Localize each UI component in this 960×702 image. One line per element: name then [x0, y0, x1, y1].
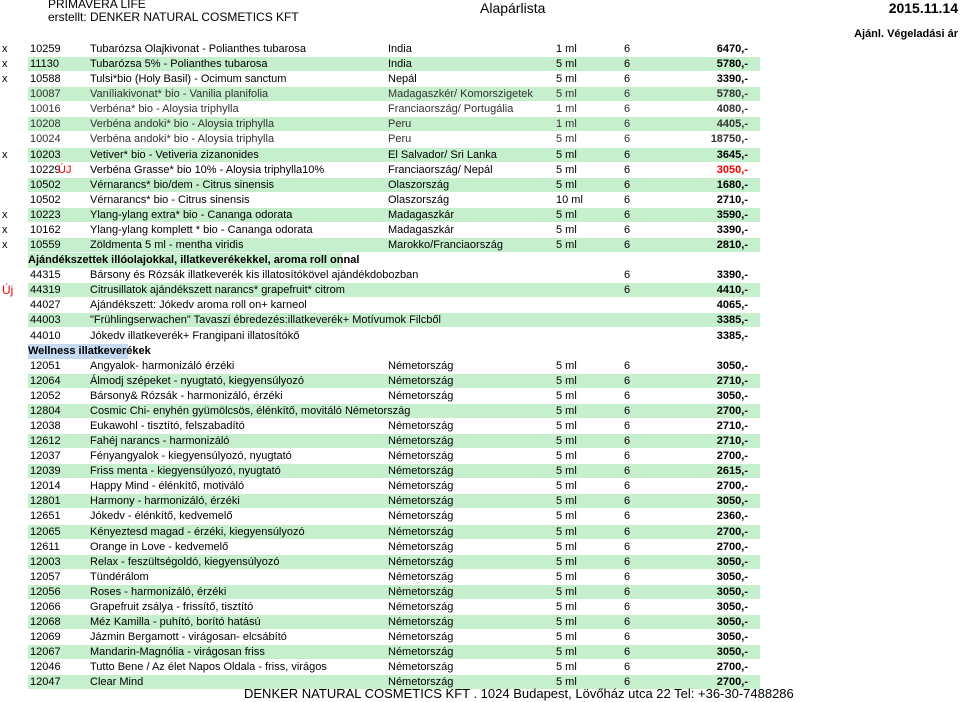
product-name: "Frühlingserwachen" Tavaszi ébredezés:illatkeverék+ Motívumok Filcből	[90, 314, 441, 327]
product-price: 3390,-	[716, 269, 748, 282]
product-price: 3050,-	[716, 616, 748, 629]
product-code: 44319	[30, 284, 61, 297]
product-price: 4065,-	[716, 299, 748, 312]
product-volume: 5 ml	[556, 465, 577, 478]
product-volume: 5 ml	[556, 223, 577, 236]
product-volume: 5 ml	[556, 540, 577, 553]
product-volume: 5 ml	[556, 178, 577, 191]
table-row	[0, 630, 960, 645]
pack-quantity: 6	[624, 359, 631, 372]
product-price: 3390,-	[716, 73, 748, 86]
product-name: Verbéna andoki* bio - Aloysia triphylla	[90, 133, 275, 146]
product-price: 5780,-	[716, 58, 748, 71]
product-origin: Németország	[388, 676, 454, 689]
product-code: 12047	[30, 676, 61, 689]
table-row	[0, 313, 960, 328]
product-code: 10588	[30, 73, 61, 86]
product-name: Friss menta - kiegyensúlyozó, nyugtató	[90, 465, 281, 478]
table-row	[0, 645, 960, 660]
product-origin: Németország	[388, 540, 454, 553]
pack-quantity: 6	[624, 435, 631, 448]
product-origin: Németország	[388, 646, 454, 659]
product-origin: Németország	[388, 495, 454, 508]
product-volume: 5 ml	[556, 389, 577, 402]
product-price: 2700,-	[716, 661, 748, 674]
table-row	[0, 208, 960, 223]
product-code: 10016	[30, 103, 61, 116]
product-price: 3590,-	[716, 208, 748, 221]
product-name: Jókedv illatkeverék+ Frangipani illatosítókő	[90, 329, 300, 342]
product-name: Verbéna Grasse* bio 10% - Aloysia triphylla10%	[90, 163, 325, 176]
product-volume: 5 ml	[556, 239, 577, 252]
product-volume: 5 ml	[556, 404, 577, 417]
product-name: Mandarin-Magnólia - virágosan friss	[90, 646, 265, 659]
table-row	[0, 42, 960, 57]
product-origin: Németország	[388, 450, 454, 463]
product-name: Ylang-ylang komplett * bio - Cananga odorata	[90, 223, 313, 236]
product-code: 12069	[30, 631, 61, 644]
pack-quantity: 6	[624, 495, 631, 508]
product-price: 5780,-	[716, 88, 748, 101]
product-price: 4080,-	[716, 103, 748, 116]
pack-quantity: 6	[624, 148, 631, 161]
product-price: 4405,-	[716, 118, 748, 131]
product-price: 3050,-	[716, 585, 748, 598]
product-volume: 1 ml	[556, 43, 577, 55]
product-price: 3050,-	[716, 600, 748, 613]
pack-quantity: 6	[624, 223, 631, 236]
product-origin: Németország	[388, 600, 454, 613]
table-row	[0, 72, 960, 87]
product-price: 2700,-	[716, 540, 748, 553]
table-row	[0, 163, 960, 178]
product-name: Clear Mind	[90, 676, 144, 689]
product-volume: 5 ml	[556, 646, 577, 659]
product-name: Zöldmenta 5 ml - mentha viridis	[90, 239, 244, 252]
product-price: 2700,-	[716, 450, 748, 463]
product-price: 3385,-	[716, 314, 748, 327]
footer-contact: DENKER NATURAL COSMETICS KFT . 1024 Budapest, Lövőház utca 22 Tel: +36-30-7488286	[244, 686, 794, 701]
product-price: 2710,-	[716, 374, 748, 387]
pack-quantity: 6	[624, 269, 631, 282]
table-row	[0, 238, 960, 253]
price-column-label: Ajánl. Végeladási ár	[854, 28, 958, 40]
product-code: 12804	[30, 404, 61, 417]
product-name: Tulsi*bio (Holy Basil) - Ocimum sanctum	[90, 73, 287, 86]
pack-quantity: 6	[624, 616, 631, 629]
product-price: 3050,-	[716, 570, 748, 583]
product-name: Álmodj szépeket - nyugtató, kiegyensúlyozó	[90, 374, 305, 387]
product-origin: El Salvador/ Sri Lanka	[388, 148, 497, 161]
product-price: 3390,-	[716, 223, 748, 236]
pack-quantity: 6	[624, 103, 631, 116]
product-origin: Németország	[388, 359, 454, 372]
table-row	[0, 494, 960, 509]
product-origin: Németország	[388, 585, 454, 598]
row-mark: x	[2, 148, 8, 161]
product-volume: 5 ml	[556, 420, 577, 432]
product-code: 10087	[30, 88, 61, 101]
product-code: 12612	[30, 435, 61, 448]
product-code: 10208	[30, 118, 61, 131]
product-volume: 5 ml	[556, 570, 577, 583]
product-code: 10259	[30, 43, 61, 55]
table-row	[0, 615, 960, 630]
product-name: Jázmin Bergamott - virágosan- elcsábító	[90, 631, 287, 644]
table-row	[0, 268, 960, 283]
product-code: 12067	[30, 646, 61, 659]
table-row	[0, 585, 960, 600]
product-price: 2710,-	[716, 420, 748, 432]
product-name: Eukawohl - tisztító, felszabadító	[90, 420, 245, 432]
product-origin: Németország	[388, 510, 454, 523]
section-title-gift-sets: Ajándékszettek illóolajokkal, illatkeverékekkel, aroma roll onnal	[28, 254, 360, 267]
product-volume: 5 ml	[556, 359, 577, 372]
product-name: Bársony és Rózsák illatkeverék kis illatosítókövel ajándékdobozban	[90, 269, 419, 282]
product-code: 44003	[30, 314, 61, 327]
pack-quantity: 6	[624, 540, 631, 553]
table-row	[0, 509, 960, 524]
product-name: Grapefruit zsálya - frissítő, tisztító	[90, 600, 254, 613]
product-price: 3050,-	[716, 555, 748, 568]
product-code: 10559	[30, 239, 61, 252]
product-code: 12003	[30, 555, 61, 568]
pack-quantity: 6	[624, 646, 631, 659]
product-price: 2810,-	[716, 239, 748, 252]
table-row	[0, 359, 960, 374]
product-code: 10024	[30, 133, 61, 146]
product-code: 12037	[30, 450, 61, 463]
row-mark: Új	[2, 283, 14, 298]
product-price: 3050,-	[716, 631, 748, 644]
product-origin: India	[388, 43, 412, 55]
product-name: Ajándékszett: Jókedv aroma roll on+ karneol	[90, 299, 307, 312]
product-price: 3645,-	[716, 148, 748, 161]
product-code: 12014	[30, 480, 61, 493]
product-origin: Peru	[388, 118, 412, 131]
product-price: 2710,-	[716, 435, 748, 448]
product-price: 6470,-	[716, 43, 748, 55]
table-row	[0, 600, 960, 615]
product-volume: 5 ml	[556, 148, 577, 161]
product-volume: 5 ml	[556, 676, 577, 689]
pack-quantity: 6	[624, 676, 631, 689]
table-row	[0, 389, 960, 404]
section-title-wellness: Wellness illatkeverékek	[28, 344, 151, 357]
product-origin: Nepál	[388, 73, 417, 86]
product-volume: 10 ml	[556, 193, 583, 206]
product-origin: Peru	[388, 133, 412, 146]
product-volume: 5 ml	[556, 374, 577, 387]
product-volume: 5 ml	[556, 208, 577, 221]
product-code: 12801	[30, 495, 61, 508]
product-code: 44027	[30, 299, 61, 312]
pack-quantity: 6	[624, 389, 631, 402]
product-price: 2360,-	[716, 510, 748, 523]
table-row	[0, 298, 960, 313]
product-price: 3050,-	[716, 646, 748, 659]
product-code: 10223	[30, 208, 61, 221]
pack-quantity: 6	[624, 374, 631, 387]
product-name: Bársony& Rózsák - harmonizáló, érzéki	[90, 389, 283, 402]
table-row	[0, 374, 960, 389]
product-volume: 5 ml	[556, 495, 577, 508]
product-origin: Olaszország	[388, 193, 450, 206]
product-volume: 5 ml	[556, 510, 577, 523]
product-origin: Németország	[388, 465, 454, 478]
product-volume: 5 ml	[556, 450, 577, 463]
product-price: 3050,-	[716, 163, 748, 176]
row-mark: x	[2, 73, 8, 86]
product-volume: 5 ml	[556, 631, 577, 644]
product-name: Roses - harmonizáló, érzéki	[90, 585, 227, 598]
row-mark: x	[2, 223, 8, 236]
brand-name: PRIMAVERA LIFE	[48, 0, 146, 11]
pack-quantity: 6	[624, 163, 631, 176]
product-origin: Németország	[388, 374, 454, 387]
pack-quantity: 6	[624, 58, 631, 71]
product-code: 12065	[30, 525, 61, 538]
table-row	[0, 223, 960, 238]
product-price: 2710,-	[716, 193, 748, 206]
pack-quantity: 6	[624, 404, 631, 417]
product-origin: India	[388, 58, 412, 71]
product-origin: Madagaszkár	[388, 223, 455, 236]
product-volume: 5 ml	[556, 585, 577, 598]
product-volume: 5 ml	[556, 73, 577, 86]
product-code: 12068	[30, 616, 61, 629]
pack-quantity: 6	[624, 118, 631, 131]
product-name: Relax - feszültségoldó, kiegyensúlyozó	[90, 555, 280, 568]
pack-quantity: 6	[624, 178, 631, 191]
product-origin: Németország	[388, 420, 454, 432]
product-code: 10203	[30, 148, 61, 161]
product-code: 12057	[30, 570, 61, 583]
product-volume: 1 ml	[556, 103, 577, 116]
product-volume: 5 ml	[556, 661, 577, 674]
table-row	[0, 132, 960, 147]
product-name: Verbéna andoki* bio - Aloysia triphylla	[90, 118, 275, 131]
product-origin: Németország	[388, 480, 454, 493]
product-code: 10502	[30, 193, 61, 206]
product-name: Tubarózsa Olajkivonat - Polianthes tubarosa	[90, 43, 307, 55]
product-origin: Marokko/Franciaország	[388, 239, 503, 252]
product-code: 12052	[30, 389, 61, 402]
table-row	[0, 87, 960, 102]
product-price: 3050,-	[716, 359, 748, 372]
product-name: Vaníliakivonat* bio - Vanilia planifolia	[90, 88, 269, 101]
pack-quantity: 6	[624, 570, 631, 583]
table-row	[0, 178, 960, 193]
table-row	[0, 479, 960, 494]
pack-quantity: 6	[624, 43, 631, 55]
product-name: Jókedv - élénkítő, kedvemelő	[90, 510, 233, 523]
product-volume: 5 ml	[556, 88, 577, 101]
product-name: Harmony - harmonizáló, érzéki	[90, 495, 240, 508]
product-name: Méz Kamilla - puhító, borító hatású	[90, 616, 261, 629]
product-price: 18750,-	[710, 133, 748, 146]
product-code: 12039	[30, 465, 61, 478]
product-price: 4410,-	[716, 284, 748, 297]
page-date: 2015.11.14	[888, 0, 958, 16]
pack-quantity: 6	[624, 284, 631, 297]
table-row	[0, 525, 960, 540]
product-origin: Madagaszkér/ Komorszigetek	[388, 88, 533, 101]
product-origin: Németország	[388, 570, 454, 583]
product-code: 12051	[30, 359, 61, 372]
pack-quantity: 6	[624, 465, 631, 478]
pack-quantity: 6	[624, 420, 631, 432]
table-row	[0, 449, 960, 464]
product-name: Cosmic Chi- enyhén gyümölcsös, élénkítő, movitáló Németország	[90, 404, 411, 417]
table-row	[0, 540, 960, 555]
table-row	[0, 434, 960, 449]
table-row	[0, 117, 960, 132]
table-row	[0, 555, 960, 570]
pack-quantity: 6	[624, 525, 631, 538]
row-mark: x	[2, 43, 8, 55]
pack-quantity: 6	[624, 193, 631, 206]
table-row	[0, 464, 960, 479]
product-volume: 5 ml	[556, 133, 577, 146]
product-origin: Németország	[388, 555, 454, 568]
table-row	[0, 193, 960, 208]
table-row	[0, 570, 960, 585]
table-row	[0, 57, 960, 72]
table-row	[0, 148, 960, 163]
pack-quantity: 6	[624, 631, 631, 644]
product-volume: 5 ml	[556, 480, 577, 493]
table-row	[0, 660, 960, 675]
product-origin: Franciaország/ Nepál	[388, 163, 493, 176]
table-row	[0, 329, 960, 344]
pack-quantity: 6	[624, 450, 631, 463]
product-origin: Németország	[388, 616, 454, 629]
product-name: Tutto Bene / Az élet Napos Oldala - friss, virágos	[90, 661, 327, 674]
product-code: 12046	[30, 661, 61, 674]
pack-quantity: 6	[624, 239, 631, 252]
product-origin: Németország	[388, 435, 454, 448]
product-name: Tubarózsa 5% - Polianthes tubarosa	[90, 58, 268, 71]
page-title: Alapárlista	[480, 0, 546, 16]
product-volume: 5 ml	[556, 616, 577, 629]
product-price: 2615,-	[716, 465, 748, 478]
product-code: 10229	[30, 163, 61, 176]
product-name: Orange in Love - kedvemelő	[90, 540, 229, 553]
product-price: 3050,-	[716, 495, 748, 508]
product-code: 44315	[30, 269, 61, 282]
table-row	[0, 102, 960, 117]
product-name: Vérnarancs* bio/dem - Citrus sinensis	[90, 178, 275, 191]
table-row	[0, 283, 960, 298]
product-code: 12611	[30, 540, 60, 553]
product-volume: 5 ml	[556, 600, 577, 613]
new-badge: ÚJ	[58, 163, 72, 176]
product-name: Angyalok- harmonizáló érzéki	[90, 359, 235, 372]
pack-quantity: 6	[624, 585, 631, 598]
pack-quantity: 6	[624, 73, 631, 86]
product-volume: 5 ml	[556, 555, 577, 568]
column-header	[0, 28, 960, 42]
product-name: Vérnarancs* bio - Citrus sinensis	[90, 193, 250, 206]
product-code: 12651	[30, 510, 61, 523]
pack-quantity: 6	[624, 88, 631, 101]
product-code: 11130	[30, 58, 59, 71]
product-name: Tündérálom	[90, 570, 149, 583]
product-name: Fényangyalok - kiegyensúlyozó, nyugtató	[90, 450, 292, 463]
pack-quantity: 6	[624, 133, 631, 146]
product-code: 12038	[30, 420, 61, 432]
product-name: Citrusillatok ajándékszett narancs* grapefruit* citrom	[90, 284, 345, 297]
product-code: 12056	[30, 585, 61, 598]
pack-quantity: 6	[624, 208, 631, 221]
product-origin: Franciaország/ Portugália	[388, 103, 514, 116]
product-volume: 1 ml	[556, 118, 577, 131]
pack-quantity: 6	[624, 510, 631, 523]
product-name: Kényeztesd magad - érzéki, kiegyensúlyozó	[90, 525, 305, 538]
row-mark: x	[2, 239, 8, 252]
product-code: 12066	[30, 600, 61, 613]
product-price: 3050,-	[716, 389, 748, 402]
product-code: 10502	[30, 178, 61, 191]
product-price: 1680,-	[716, 178, 748, 191]
row-mark: x	[2, 58, 8, 71]
product-name: Vetiver* bio - Vetiveria zizanonides	[90, 148, 259, 161]
product-origin: Madagaszkár	[388, 208, 455, 221]
product-price: 3385,-	[716, 329, 748, 342]
brand-creator: erstellt: DENKER NATURAL COSMETICS KFT	[48, 10, 299, 24]
pack-quantity: 6	[624, 661, 631, 674]
pack-quantity: 6	[624, 555, 631, 568]
table-row	[0, 419, 960, 434]
pack-quantity: 6	[624, 480, 631, 493]
product-origin: Németország	[388, 661, 454, 674]
product-volume: 5 ml	[556, 58, 577, 71]
pack-quantity: 6	[624, 600, 631, 613]
product-code: 12064	[30, 374, 61, 387]
product-origin: Olaszország	[388, 178, 450, 191]
product-price: 2700,-	[716, 676, 748, 689]
product-origin: Németország	[388, 631, 454, 644]
product-code: 44010	[30, 329, 61, 342]
product-name: Fahéj narancs - harmonizáló	[90, 435, 230, 448]
product-origin: Németország	[388, 389, 454, 402]
product-volume: 5 ml	[556, 163, 577, 176]
product-name: Verbéna* bio - Aloysia triphylla	[90, 103, 239, 116]
product-name: Happy Mind - élénkítő, motiváló	[90, 480, 245, 493]
product-volume: 5 ml	[556, 525, 577, 538]
product-code: 10162	[30, 223, 61, 236]
product-price: 2700,-	[716, 404, 748, 417]
product-origin: Németország	[388, 525, 454, 538]
row-mark: x	[2, 208, 8, 221]
product-name: Ylang-ylang extra* bio - Cananga odorata	[90, 208, 293, 221]
product-price: 2700,-	[716, 480, 748, 493]
table-row	[0, 404, 960, 419]
product-volume: 5 ml	[556, 435, 577, 448]
product-price: 2700,-	[716, 525, 748, 538]
